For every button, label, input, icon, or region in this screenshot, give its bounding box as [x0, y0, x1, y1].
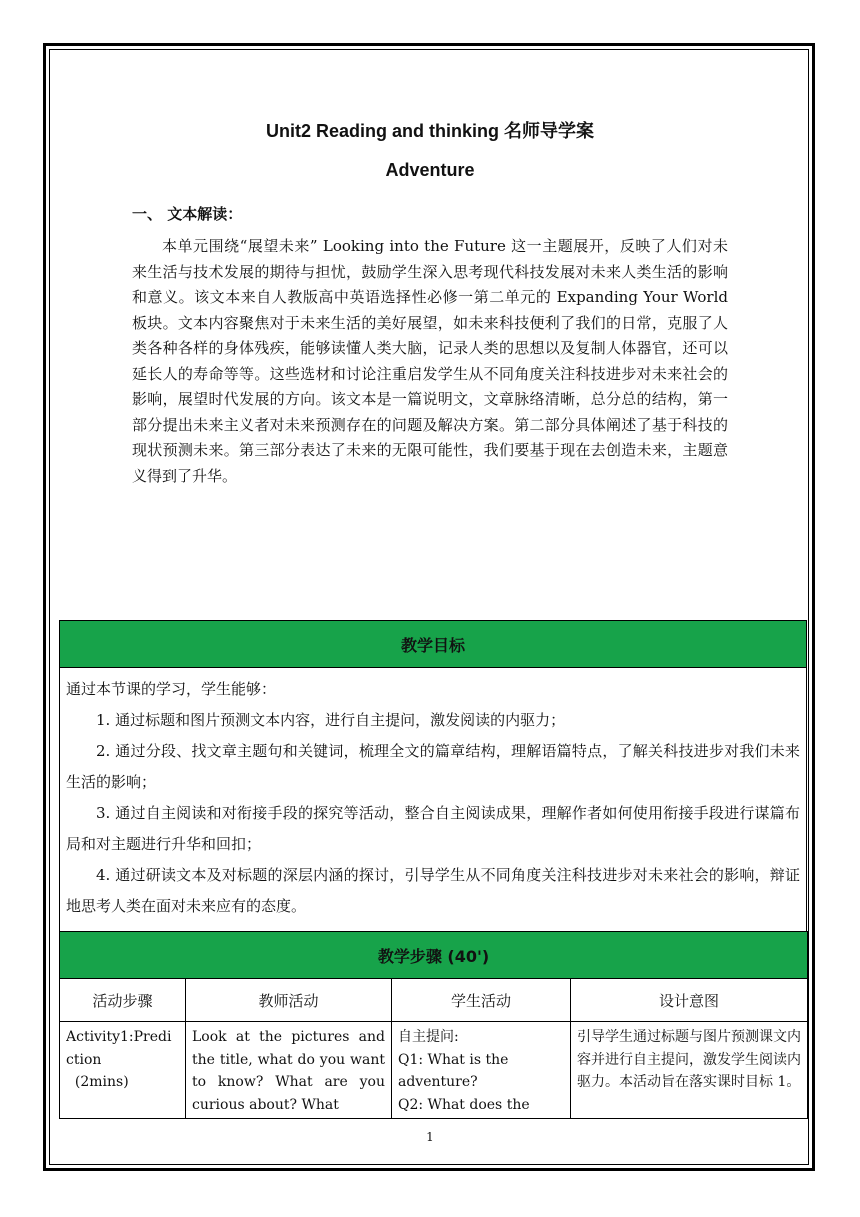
column-header-student: 学生活动 [392, 979, 571, 1022]
column-header-intent: 设计意图 [571, 979, 808, 1022]
teaching-steps-heading: 教学步骤 (40') [60, 932, 808, 979]
student-activity-text [398, 1026, 564, 1114]
table-row [60, 1022, 808, 1119]
page-number: 1 [426, 1130, 434, 1144]
goal-item: 1. 通过标题和图片预测文本内容，进行自主提问，激发阅读的内驱力； [96, 711, 566, 729]
teaching-steps-table [59, 931, 808, 1119]
teacher-activity-text: Look at the pictures and the title, what do you want to know? What are you curious about? What [192, 1029, 385, 1113]
intro-paragraph: 本单元围绕“展望未来” Looking into the Future 这一主题展开，反映了人们对未来生活与技术发展的期待与担忧，鼓励学生深入思考现代科技发展对未来人类生活的影响和意义。该文本来自人教版高中英语选择性必修一第二单元的 Expanding Your World 板块。文本内容聚焦对于未来生活的美好展望，如未来科技便利了我们的日常，克服了人类各种各样的身体残疾，能够读懂人类大脑，记录人类的思想以及复制人体器官，还可以延长人的寿命等等。这些选材和讨论注重启发学生从不同角度关注科技进步对未来社会的影响，展望时代发展的方向。该文本是一篇说明文，文章脉络清晰，总分总的结构，第一部分提出未来主义者对未来预测存在的问题及解决方案。第二部分具体阐述了基于科技的现状预测未来。第三部分表达了未来的无限可能性，我们要基于现在去创造未来，主题意义得到了升华。 [132, 237, 728, 485]
teaching-goals-heading: 教学目标 [60, 621, 807, 668]
goal-item: 2. 通过分段、找文章主题句和关键词，梳理全文的篇章结构，理解语篇特点，了解关科技进步对我们未来生活的影响； [66, 742, 800, 791]
student-line: 自主提问: [398, 1029, 459, 1045]
design-intent-cell [571, 1022, 808, 1119]
document-title: Unit2 Reading and thinking 名师导学案 [266, 121, 594, 141]
teaching-goals-table [59, 620, 807, 933]
teaching-goals-body [60, 668, 807, 933]
section-heading-text-analysis: 一、 文本解读： [132, 205, 243, 223]
teacher-activity-cell [186, 1022, 392, 1119]
column-header-step: 活动步骤 [60, 979, 186, 1022]
goal-item: 3. 通过自主阅读和对衔接手段的探究等活动，整合自主阅读成果，理解作者如何使用衔接手段进行谋篇布局和对主题进行升华和回扣； [66, 804, 800, 853]
column-header-teacher: 教师活动 [186, 979, 392, 1022]
student-activity-cell [392, 1022, 571, 1119]
goal-item: 4. 通过研读文本及对标题的深层内涵的探讨，引导学生从不同角度关注科技进步对未来社会的影响，辩证地思考人类在面对未来应有的态度。 [66, 866, 800, 915]
design-intent-text: 引导学生通过标题与图片预测课文内容并进行自主提问，激发学生阅读内驱力。本活动旨在落实课时目标 1。 [577, 1029, 801, 1090]
student-line: Q2: What does the [398, 1096, 530, 1113]
student-line: Q1: What is the adventure? [398, 1051, 509, 1090]
activity-step-cell [60, 1022, 186, 1119]
activity-step-text: Activity1:Prediction (2mins) [66, 1029, 172, 1090]
goals-lead: 通过本节课的学习，学生能够： [66, 680, 277, 698]
document-subtitle: Adventure [385, 160, 475, 180]
